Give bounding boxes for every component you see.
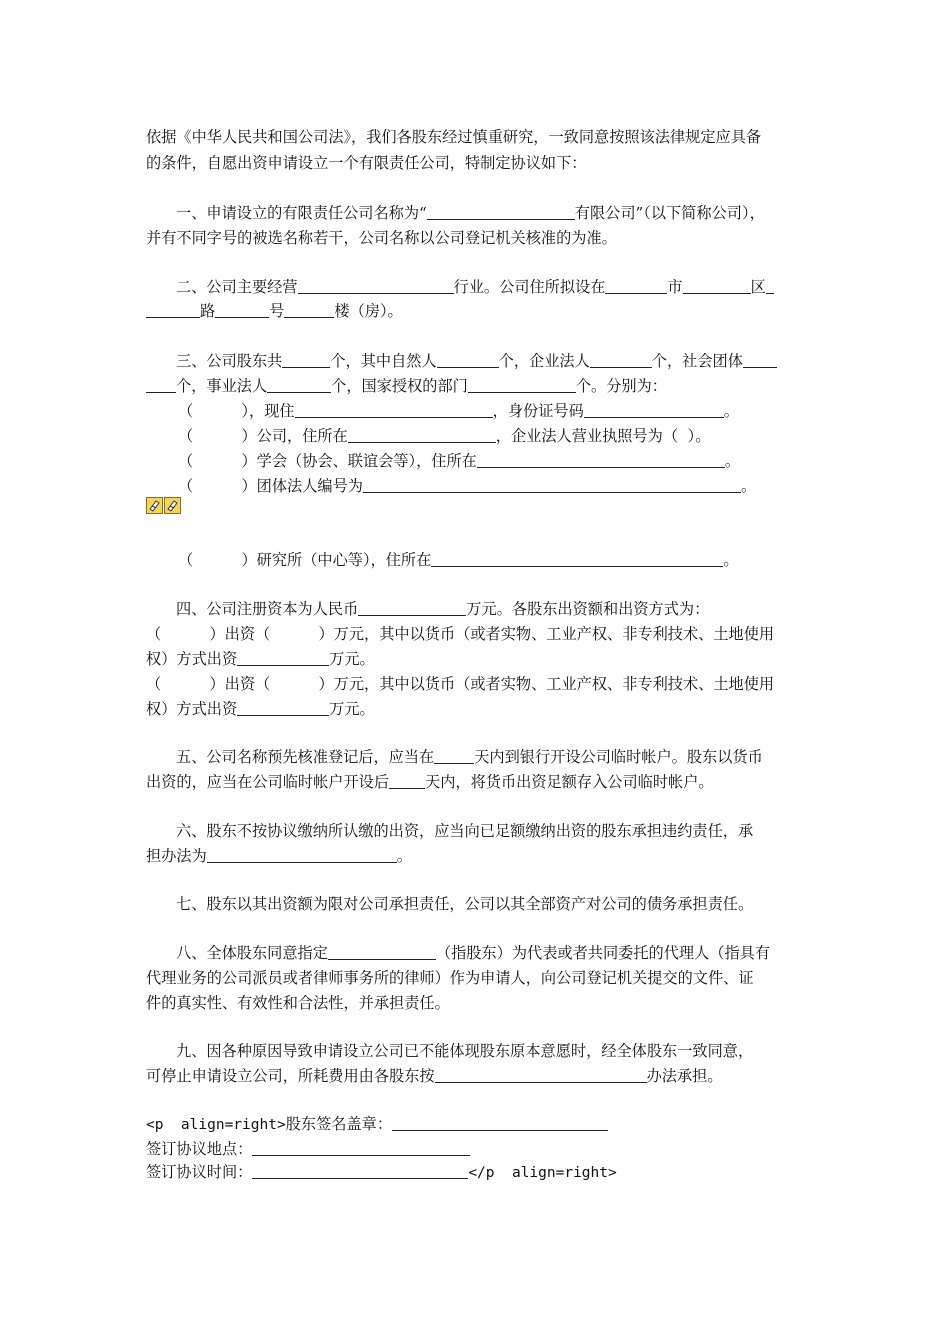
blank-number bbox=[215, 302, 269, 318]
blank-amount-1 bbox=[237, 650, 329, 666]
blank-district bbox=[683, 278, 751, 294]
blank-seal bbox=[392, 1115, 608, 1131]
section-9-line-2: 可停止申请设立公司，所耗费用由各股东按 办法承担。 bbox=[146, 1067, 723, 1085]
blank-business bbox=[298, 278, 454, 294]
blank-place bbox=[252, 1140, 470, 1156]
blank-id bbox=[584, 402, 724, 418]
blank-days-2 bbox=[389, 773, 425, 789]
blank-institution bbox=[267, 377, 331, 393]
blank-social bbox=[743, 352, 777, 368]
blank-trail bbox=[766, 278, 774, 294]
blank-company-name bbox=[427, 204, 575, 220]
contribution-row-1-cont: 权）方式出资 万元。 bbox=[146, 650, 375, 668]
embedded-icons bbox=[146, 497, 181, 514]
section-2-line-2: 路 号 楼（房）。 bbox=[146, 301, 403, 321]
blank-total bbox=[282, 352, 330, 368]
blank-days-1 bbox=[434, 748, 474, 764]
signature-seal-line: <p align=right>股东签名盖章： bbox=[146, 1114, 608, 1135]
blank-society-address bbox=[477, 452, 725, 468]
blank-natural bbox=[437, 352, 499, 368]
section-6-line-1: 六、股东不按协议缴纳所认缴的出资，应当向已足额缴纳出资的股东承担违约责任，承 bbox=[176, 822, 754, 840]
section-2-line-1: 二、公司主要经营 行业。公司住所拟设在 市 区 bbox=[146, 277, 774, 297]
intro-line-1: 依据《中华人民共和国公司法》，我们各股东经过慎重研究，一致同意按照该法律规定应具备 bbox=[146, 128, 762, 146]
section-3-line-2: 个，事业法人 个，国家授权的部门 个。分别为： bbox=[146, 376, 667, 396]
section-8-line-1: 八、全体股东同意指定 （指股东）为代表或者共同委托的代理人（指具有 bbox=[176, 944, 770, 962]
contribution-row-1: （ ）出资（ ）万元，其中以货币（或者实物、工业产权、非专利技术、土地使用 bbox=[146, 625, 775, 643]
shareholder-row-person: （ ），现住 ，身份证号码 。 bbox=[178, 402, 739, 420]
shareholder-row-group: （ ）团体法人编号为 。 bbox=[178, 477, 757, 495]
section-7-line-1: 七、股东以其出资额为限对公司承担责任，公司以其全部资产对公司的债务承担责任。 bbox=[176, 895, 754, 913]
section-5-line-1: 五、公司名称预先核准登记后，应当在 天内到银行开设公司临时帐户。股东以货币 bbox=[176, 748, 763, 766]
blank-amount-2 bbox=[237, 700, 329, 716]
blank-social-cont bbox=[146, 377, 176, 393]
blank-time bbox=[252, 1163, 468, 1179]
section-3-line-1: 三、公司股东共 个，其中自然人 个，企业法人 个，社会团体 bbox=[146, 351, 777, 371]
blank-method bbox=[207, 847, 397, 863]
blank-enterprise bbox=[590, 352, 652, 368]
shareholder-row-company: （ ）公司，住所在 ，企业法人营业执照号为（ ）。 bbox=[178, 427, 711, 445]
contribution-row-2: （ ）出资（ ）万元，其中以货币（或者实物、工业产权、非专利技术、土地使用 bbox=[146, 675, 775, 693]
blank-institute-address bbox=[431, 551, 723, 567]
section-6-line-2: 担办法为 。 bbox=[146, 847, 412, 865]
blank-floor bbox=[284, 302, 334, 318]
section-1-line-2: 并有不同字号的被选名称若干，公司名称以公司登记机关核准的为准。 bbox=[146, 229, 617, 247]
section-4-line-1: 四、公司注册资本为人民币 万元。各股东出资额和出资方式为： bbox=[176, 600, 710, 618]
intro-line-2: 的条件，自愿出资申请设立一个有限责任公司，特制定协议如下： bbox=[146, 154, 587, 172]
section-1-line-1: 一、申请设立的有限责任公司名称为“ 有限公司”（以下简称公司）， bbox=[176, 204, 765, 222]
blank-capital bbox=[358, 600, 466, 616]
blank-cost-method bbox=[435, 1067, 647, 1083]
blank-address bbox=[295, 402, 493, 418]
blank-road bbox=[146, 302, 200, 318]
contribution-row-2-cont: 权）方式出资 万元。 bbox=[146, 700, 375, 718]
section-5-line-2: 出资的，应当在公司临时帐户开设后 天内，将货币出资足额存入公司临时帐户。 bbox=[146, 773, 714, 791]
blank-agent bbox=[328, 944, 436, 960]
section-8-line-3: 件的真实性、有效性和合法性，并承担责任。 bbox=[146, 994, 450, 1012]
shareholder-row-society: （ ）学会（协会、联谊会等），住所在 。 bbox=[178, 452, 741, 470]
blank-authority bbox=[468, 377, 576, 393]
blank-company-address bbox=[348, 427, 496, 443]
shareholder-row-institute: （ ）研究所（中心等），住所在 。 bbox=[178, 551, 739, 569]
note-icon bbox=[146, 497, 163, 514]
blank-city bbox=[605, 278, 667, 294]
blank-group-number bbox=[363, 477, 741, 493]
signature-place-line: 签订协议地点： bbox=[146, 1139, 470, 1159]
signature-time-line: 签订协议时间： </p align=right> bbox=[146, 1163, 617, 1181]
note-icon bbox=[164, 497, 181, 514]
section-8-line-2: 代理业务的公司派员或者律师事务所的律师）作为申请人，向公司登记机关提交的文件、证 bbox=[146, 969, 754, 987]
section-9-line-1: 九、因各种原因导致申请设立公司已不能体现股东原本意愿时，经全体股东一致同意， bbox=[176, 1042, 754, 1060]
